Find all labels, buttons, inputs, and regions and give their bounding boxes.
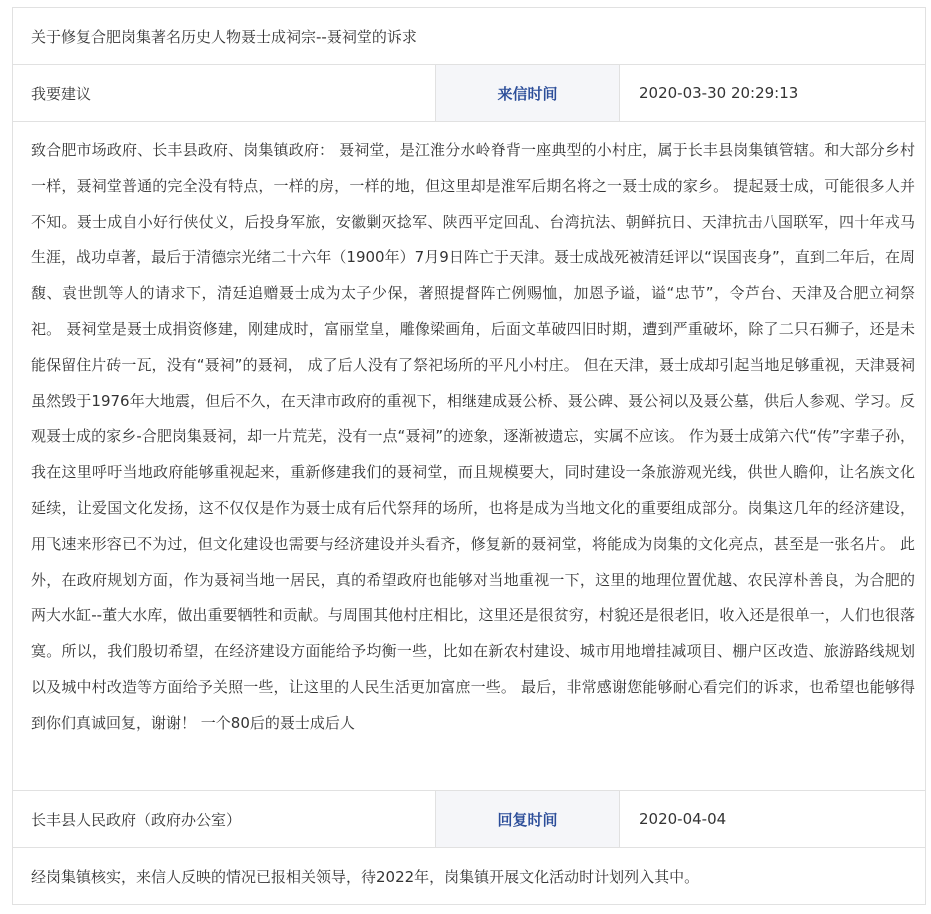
reply-time-label: 回复时间 [436,791,620,847]
letter-content: 致合肥市场政府、长丰县政府、岗集镇政府： 聂祠堂，是江淮分水岭脊背一座典型的小村庄，属于长丰县岗集镇管辖。和大部分乡村一样，聂祠堂普通的完全没有特点，一样的房，一样的地，但这里却是淮军后期名将之一聂士成的家乡。 提起聂士成，可能很多人并不知。聂士成自小好行侠仗义，后投身军旅，安徽剿灭捻军、陕西平定回乱、台湾抗法、朝鲜抗日、天津抗击八国联军，四十年戎马生涯，战功卓著，最后于清德宗光绪二十六年（1900年）7月9日阵亡于天津。聂士成战死被清廷评以“误国丧身”，直到二年后，在周馥、袁世凯等人的请求下，清廷追赠聂士成为太子少保，著照提督阵亡例赐恤，加恩予谥，谥“忠节”，令芦台、天津及合肥立祠祭祀。 聂祠堂是聂士成捐资修建，刚建成时，富丽堂皇，雕像梁画角，后面文革破四旧时期，遭到严重破坏，除了二只石狮子，还是未能保留住片砖一瓦，没有“聂祠”的聂祠， 成了后人没有了祭祀场所的平凡小村庄。 但在天津，聂士成却引起当地足够重视，天津聂祠虽然毁于1976年大地震，但后不久，在天津市政府的重视下，相继建成聂公桥、聂公碑、聂公祠以及聂公墓，供后人参观、学习。反观聂士成的家乡-合肥岗集聂祠，却一片荒芜，没有一点“聂祠”的迹象，逐渐被遗忘，实属不应该。 作为聂士成第六代“传”字辈子孙，我在这里呼吁当地政府能够重视起来，重新修建我们的聂祠堂，而且规模要大，同时建设一条旅游观光线，供世人瞻仰，让名族文化延续，让爱国文化发扬，这不仅仅是作为聂士成有后代祭拜的场所，也将是成为当地文化的重要组成部分。岗集这几年的经济建设，用飞速来形容已不为过，但文化建设也需要与经济建设并头看齐，修复新的聂祠堂，将能成为岗集的文化亮点，甚至是一张名片。 此外，在政府规划方面，作为聂祠当地一居民，真的希望政府也能够对当地重视一下，这里的地理位置优越、农民淳朴善良，为合肥的两大水缸--董大水库，做出重要牺牲和贡献。与周围其他村庄相比，这里还是很贫穷，村貌还是很老旧，收入还是很单一，人们也很落寞。所以，我们殷切希望，在经济建设方面能给予均衡一些，比如在新农村建设、城市用地增挂减项目、棚户区改造、旅游路线规划以及城中村改造等方面给予关照一些，让这里的人民生活更加富庶一些。 最后，非常感谢您能够耐心看完们的诉求，也希望也能够得到你们真诚回复，谢谢！ 一个80后的聂士成后人 [13,122,925,791]
letter-title: 关于修复合肥岗集著名历史人物聂士成祠宗--聂祠堂的诉求 [13,8,925,65]
sent-time-value: 2020-03-30 20:29:13 [639,84,799,102]
reply-meta-row [13,791,925,848]
sent-time-label: 来信时间 [436,65,620,121]
reply-content: 经岗集镇核实，来信人反映的情况已报相关领导，待2022年，岗集镇开展文化活动时计划列入其中。 [31,867,700,886]
letter-category: 我要建议 [13,65,436,121]
letter-detail-table [12,7,926,905]
reply-time-value: 2020-04-04 [639,810,727,828]
reply-department: 长丰县人民政府（政府办公室） [13,791,436,847]
letter-meta-row [13,65,925,122]
